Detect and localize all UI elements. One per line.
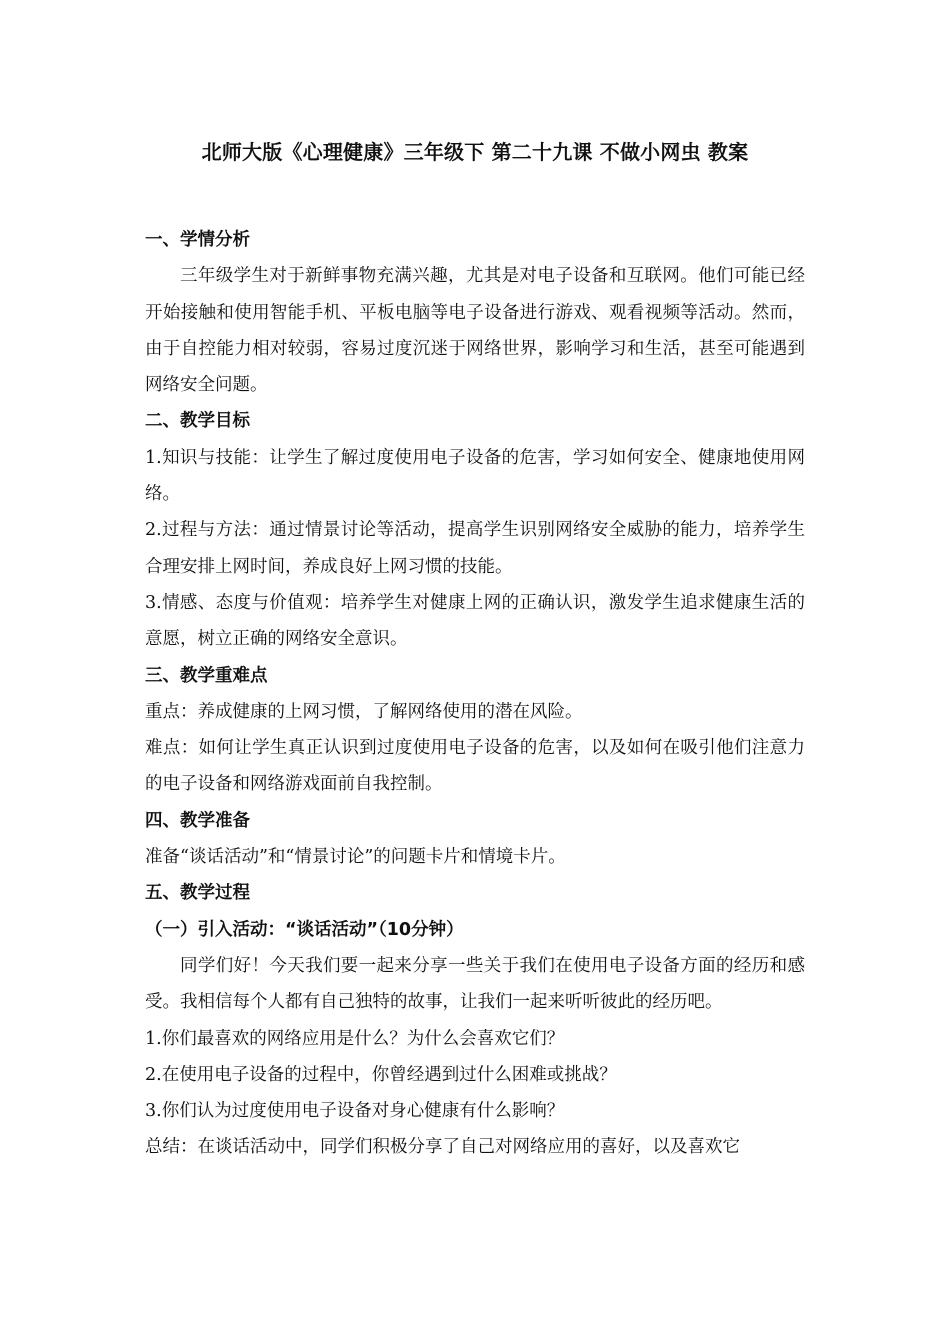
section-heading-key-points: 三、教学重难点 — [145, 665, 268, 686]
page-title: 北师大版《心理健康》三年级下 第二十九课 不做小网虫 教案 — [201, 140, 749, 164]
process-intro-paragraph: 同学们好！今天我们要一起来分享一些关于我们在使用电子设备方面的经历和感受。我相信每个人都有自己独特的故事，让我们一起来听听彼此的经历吧。 — [145, 955, 805, 1013]
goal-item: 2.过程与方法：通过情景讨论等活动，提高学生识别网络安全威胁的能力，培养学生合理安排上网时间，养成良好上网习惯的技能。 — [145, 520, 805, 577]
discussion-question: 1.你们最喜欢的网络应用是什么？为什么会喜欢它们？ — [145, 1028, 565, 1049]
section-heading-goals: 二、教学目标 — [145, 411, 250, 432]
analysis-paragraph: 三年级学生对于新鲜事物充满兴趣，尤其是对电子设备和互联网。他们可能已经开始接触和使用智能手机、平板电脑等电子设备进行游戏、观看视频等活动。然而，由于自控能力相对较弱，容易过度沉迷于网络世界，影响学习和生活，甚至可能遇到网络安全问题。 — [145, 266, 805, 396]
goal-item: 3.情感、态度与价值观：培养学生对健康上网的正确认识，激发学生追求健康生活的意愿，树立正确的网络安全意识。 — [145, 592, 805, 650]
key-point-item: 重点：养成健康的上网习惯，了解网络使用的潜在风险。 — [145, 701, 583, 722]
section-heading-preparation: 四、教学准备 — [145, 810, 250, 831]
discussion-question: 2.在使用电子设备的过程中，你曾经遇到过什么困难或挑战？ — [145, 1064, 617, 1085]
discussion-question: 3.你们认为过度使用电子设备对身心健康有什么影响？ — [145, 1101, 565, 1122]
section-heading-analysis: 一、学情分析 — [145, 230, 250, 250]
preparation-item: 准备“谈话活动”和“情景讨论”的问题卡片和情境卡片。 — [145, 847, 566, 868]
goal-item: 1.知识与技能：让学生了解过度使用电子设备的危害，学习如何安全、健康地使用网络。 — [145, 447, 805, 505]
difficulty-item: 难点：如何让学生真正认识到过度使用电子设备的危害，以及如何在吸引他们注意力的电子设备和网络游戏面前自我控制。 — [145, 738, 805, 795]
process-subheading: （一）引入活动：“谈话活动”（10分钟） — [145, 919, 464, 940]
section-heading-process: 五、教学过程 — [145, 883, 250, 904]
summary-paragraph: 总结：在谈话活动中，同学们积极分享了自己对网络应用的喜好，以及喜欢它 — [145, 1137, 740, 1158]
document-body — [145, 222, 805, 1166]
